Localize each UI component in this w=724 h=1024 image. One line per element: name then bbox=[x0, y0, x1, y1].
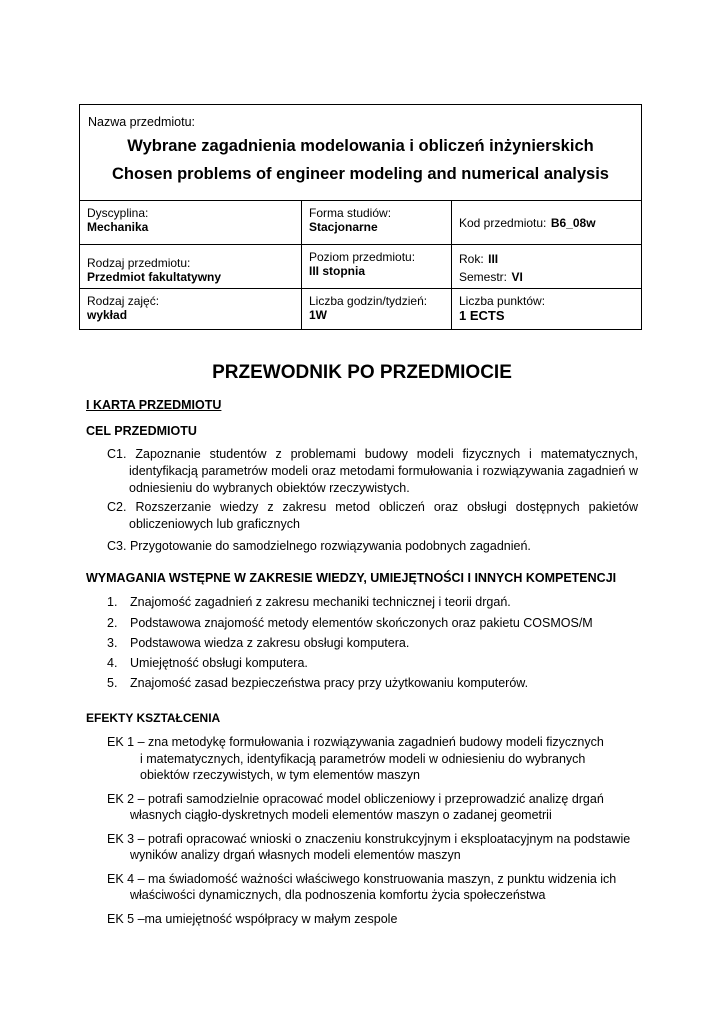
list-text: Umiejętność obsługi komputera. bbox=[130, 656, 308, 670]
section-heading-outcomes: EFEKTY KSZTAŁCENIA bbox=[86, 711, 221, 725]
study-form-label: Forma studiów: bbox=[309, 206, 392, 220]
class-type-label: Rodzaj zajęć: bbox=[87, 294, 160, 308]
list-number: 3. bbox=[107, 636, 118, 650]
table-row bbox=[80, 245, 641, 289]
list-number: 1. bbox=[107, 595, 118, 609]
goal-item-c1 bbox=[107, 446, 638, 497]
list-number: 4. bbox=[107, 656, 118, 670]
study-form-cell bbox=[302, 201, 452, 244]
subject-name-cell bbox=[80, 105, 641, 201]
list-text: Podstawowa wiedza z zakresu obsługi komputera. bbox=[130, 636, 410, 650]
subject-type-cell bbox=[80, 245, 302, 288]
outcome-line: i matematycznych, identyfikacją parametrów modeli w odniesieniu do wybranych bbox=[140, 752, 586, 766]
outcome-line: EK 4 – ma świadomość ważności właściwego konstruowania maszyn, z punktu widzenia ich bbox=[107, 872, 617, 886]
table-row bbox=[80, 289, 641, 330]
subject-level-label: Poziom przedmiotu: bbox=[309, 250, 416, 264]
discipline-label: Dyscyplina: bbox=[87, 206, 149, 220]
list-number: 5. bbox=[107, 676, 118, 690]
study-form-value: Stacjonarne bbox=[309, 220, 378, 234]
hours-value: 1W bbox=[309, 308, 327, 322]
hours-label: Liczba godzin/tydzień: bbox=[309, 294, 428, 308]
class-type-cell bbox=[80, 289, 302, 330]
section-heading-prerequisites: WYMAGANIA WSTĘPNE W ZAKRESIE WIEDZY, UMIEJĘTNOŚCI I INNYCH KOMPETENCJI bbox=[86, 571, 617, 585]
section-heading-goal: CEL PRZEDMIOTU bbox=[86, 424, 197, 438]
ects-value: 1 ECTS bbox=[459, 308, 505, 323]
list-number: 2. bbox=[107, 616, 118, 630]
ects-cell bbox=[452, 289, 643, 330]
outcome-line: EK 3 – potrafi opracować wnioski o znaczeniu konstrukcyjnym i eksploatacyjnym na podstawie bbox=[107, 832, 631, 846]
subject-code-cell bbox=[452, 201, 643, 244]
outcome-line: EK 1 – zna metodykę formułowania i rozwiązywania zagadnień budowy modeli fizycznych bbox=[107, 735, 604, 749]
page-title: PRZEWODNIK PO PRZEDMIOCIE bbox=[212, 362, 512, 383]
class-type-value: wykład bbox=[87, 308, 128, 322]
hours-cell bbox=[302, 289, 452, 330]
ects-label: Liczba punktów: bbox=[459, 294, 546, 308]
subject-type-value: Przedmiot fakultatywny bbox=[87, 270, 222, 284]
goal-code: C2. bbox=[107, 500, 127, 514]
goal-text: Zapoznanie studentów z problemami budowy modeli fizycznych i matematycznych, identyfikacją parametrów modeli oraz metodami formułowania i rozwiązywania zagadnień w odniesieniu do wybranych obiektów rzeczywistych. bbox=[129, 447, 638, 495]
year-value: III bbox=[488, 252, 499, 266]
outcome-line: EK 2 – potrafi samodzielnie opracować model obliczeniowy i przeprowadzić analizę drgań bbox=[107, 792, 604, 806]
outcome-line: wyników analizy drgań własnych modeli elementów maszyn bbox=[130, 848, 461, 862]
list-text: Znajomość zasad bezpieczeństwa pracy przy użytkowaniu komputerów. bbox=[130, 676, 529, 690]
year-label: Rok: bbox=[459, 252, 484, 266]
section-heading-card: I KARTA PRZEDMIOTU bbox=[86, 398, 222, 412]
subject-code-label: Kod przedmiotu: bbox=[459, 216, 547, 230]
subject-level-cell bbox=[302, 245, 452, 288]
year-semester-cell bbox=[452, 245, 643, 288]
goal-text: Rozszerzanie wiedzy z zakresu metod obliczeń oraz obsługi dostępnych pakietów obliczeniowych lub graficznych bbox=[129, 500, 638, 531]
outcome-line: EK 5 –ma umiejętność współpracy w małym zespole bbox=[107, 912, 398, 926]
subject-info-table bbox=[79, 104, 642, 330]
list-text: Znajomość zagadnień z zakresu mechaniki technicznej i teorii drgań. bbox=[130, 595, 511, 609]
outcome-line: właściwości dynamicznych, dla podnoszenia komfortu życia społeczeństwa bbox=[130, 888, 546, 902]
goal-item-c3 bbox=[107, 538, 638, 555]
goal-code: C1. bbox=[107, 447, 127, 461]
subject-type-label: Rodzaj przedmiotu: bbox=[87, 256, 191, 270]
table-row bbox=[80, 201, 641, 245]
goal-code: C3. bbox=[107, 539, 127, 553]
list-text: Podstawowa znajomość metody elementów skończonych oraz pakietu COSMOS/M bbox=[130, 616, 593, 630]
discipline-value: Mechanika bbox=[87, 220, 149, 234]
semester-label: Semestr: bbox=[459, 270, 508, 284]
outcome-line: obiektów rzeczywistych, w tym elementów maszyn bbox=[140, 768, 420, 782]
subject-title-en: Chosen problems of engineer modeling and numerical analysis bbox=[112, 165, 609, 183]
goal-text: Przygotowanie do samodzielnego rozwiązywania podobnych zagadnień. bbox=[129, 539, 531, 553]
subject-name-label: Nazwa przedmiotu: bbox=[88, 115, 195, 129]
subject-code-value: B6_08w bbox=[550, 216, 596, 230]
subject-title-pl: Wybrane zagadnienia modelowania i obliczeń inżynierskich bbox=[127, 137, 594, 155]
goal-item-c2 bbox=[107, 499, 638, 533]
discipline-cell bbox=[80, 201, 302, 244]
semester-value: VI bbox=[511, 270, 523, 284]
subject-level-value: III stopnia bbox=[309, 264, 366, 278]
outcome-line: własnych ciągło-dyskretnych modeli elementów maszyn o zadanej geometrii bbox=[130, 808, 552, 822]
